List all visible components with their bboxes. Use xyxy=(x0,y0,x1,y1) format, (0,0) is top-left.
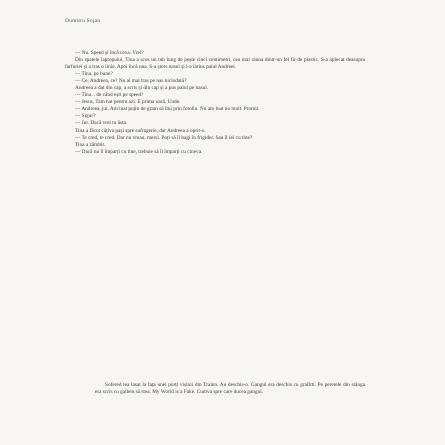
paragraph: Tina a făcut câțiva pași spre sufragerie, dar Andreea a oprit-o. xyxy=(75,127,206,134)
paragraph: — Ce, Andreea, ce? Nu ai mai tras pe nas niciodată? xyxy=(75,78,187,85)
running-head: Dumitru Sojan xyxy=(65,18,101,24)
paragraph: — Jesus, Tam hat pentru azi. E prima oară. Unde. xyxy=(75,99,181,106)
paragraph: Din spatele laptopului, Tina a scos un tub lung de pește cinci centimetri, cea mai rânna dintr-un fel fir de plastic. S-a aplecat deasupra farfuriei și a tras o linie. Apoi încă una. S-a șters nasul și i-a întins paiul Andreei. xyxy=(65,57,365,71)
paragraph: — Tina, pe bune? xyxy=(75,71,113,78)
paragraph: — Jur. Dacă vrei tu ăsta. xyxy=(75,120,128,127)
paragraph: — Tina... de când ești pe speed? xyxy=(75,92,144,99)
section-text xyxy=(95,382,365,396)
paragraph: Tina a zâmbit. xyxy=(75,141,106,148)
body-text xyxy=(65,50,365,156)
paragraph: — Dacă nu îl împarți cu tine, trebuie să îl împarți cu cineva. xyxy=(75,148,203,155)
paragraph: — Nu. Speed și încă ceva. Vrei? xyxy=(75,50,144,56)
paragraph: Andreea a dat din cap, a scris și din cap și a pus paiul pe nasul. xyxy=(75,85,209,92)
paragraph: Sofered tea lasat la fața unei porți vișinii din Trainn. Au deschis-o. Gangul era deschis cu grafitti. Pe peretele din stânga era scris cu galben să stea. My World is a Fake. Cumva spre care ducea gangul. xyxy=(95,382,365,396)
paragraph: — Andreea, jur. Am luat puțin de gram să îmi prin fotoliu. Nu am luat nu mult. Promit. xyxy=(75,106,260,113)
paragraph: — Te cred, te cred. Dar nu vreau, mersi. Poți să îl bagi în frigider. Sau îl iei cu tine? xyxy=(75,134,253,141)
paragraph: — Sigur? xyxy=(75,113,96,120)
